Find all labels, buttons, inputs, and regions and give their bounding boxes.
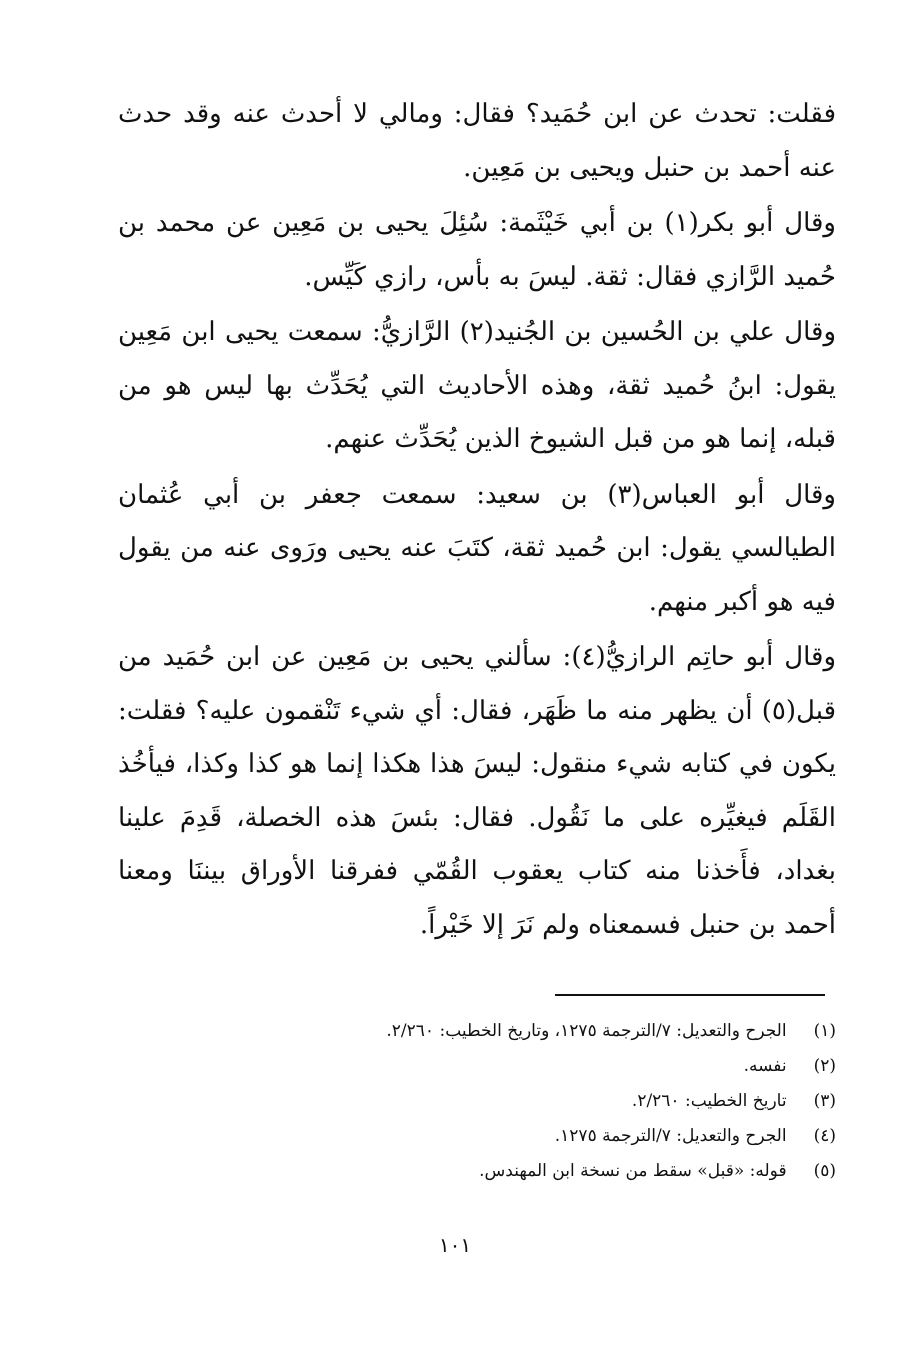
footnote-divider	[555, 994, 825, 996]
paragraph: وقال أبو حاتِم الرازيُّ(٤): سألني يحيى بن مَعِين عن ابن حُمَيد من قبل(٥) أن يظهر منه ما ظَهَر، فقال: أي شيء تَنْقمون عليه؟ فقلت: يكون في كتابه شيء منقول: ليسَ هذا هكذا إنما هو كذا وكذا، فيأخُذ القَلَم فيغيِّره على ما نَقُول. فقال: بئسَ هذه الخصلة، قَدِمَ علينا بغداد، فأَخذنا منه كتاب يعقوب القُمّي ففرقنا الأوراق بيننَا ومعنا أحمد بن حنبل فسمعناه ولم نَرَ إلا خَيْراً.	[118, 642, 836, 940]
main-text	[118, 88, 836, 952]
footnote-text: تاريخ الخطيب: ٢/٢٦٠.	[631, 1091, 787, 1111]
footnote-number: (١)	[813, 1021, 836, 1041]
footnote-text: الجرح والتعديل: ٧/الترجمة ١٢٧٥، وتاريخ الخطيب: ٢/٢٦٠.	[386, 1021, 787, 1041]
footnotes-list	[200, 1014, 836, 1189]
paragraph: وقال أبو بكر(١) بن أبي خَيْثَمة: سُئِلَ يحيى بن مَعِين عن محمد بن حُميد الرَّازي فقال: ثقة. ليسَ به بأس، رازي كَيِّس.	[118, 208, 836, 292]
footnote-number: (٣)	[813, 1091, 836, 1111]
footnote-item	[200, 1049, 836, 1084]
footnote-item	[200, 1084, 836, 1119]
footnote-item	[200, 1014, 836, 1049]
footnote-text: قوله: «قبل» سقط من نسخة ابن المهندس.	[479, 1161, 787, 1181]
footnote-number: (٤)	[813, 1126, 836, 1146]
footnote-number: (٥)	[813, 1161, 836, 1181]
footnote-item	[200, 1119, 836, 1154]
page-number: ١٠١	[438, 1233, 472, 1257]
footnote-item	[200, 1154, 836, 1189]
paragraph: وقال علي بن الحُسين بن الجُنيد(٢) الرَّازيُّ: سمعت يحيى ابن مَعِين يقول: ابنُ حُميد ثقة، وهذه الأحاديث التي يُحَدِّث بها ليس هو من قبله، إنما هو من قبل الشيوخ الذين يُحَدِّث عنهم.	[118, 317, 836, 454]
footnote-text: نفسه.	[743, 1056, 787, 1076]
footnote-text: الجرح والتعديل: ٧/الترجمة ١٢٧٥.	[554, 1126, 787, 1146]
paragraph: وقال أبو العباس(٣) بن سعيد: سمعت جعفر بن أبي عُثمان الطيالسي يقول: ابن حُميد ثقة، كتَبَ عنه يحيى ورَوى عنه من يقول فيه هو أكبر منهم.	[118, 479, 836, 617]
footnote-number: (٢)	[813, 1056, 836, 1076]
paragraph: فقلت: تحدث عن ابن حُمَيد؟ فقال: ومالي لا أحدث عنه وقد حدث عنه أحمد بن حنبل ويحيى بن مَعِين.	[118, 99, 836, 183]
